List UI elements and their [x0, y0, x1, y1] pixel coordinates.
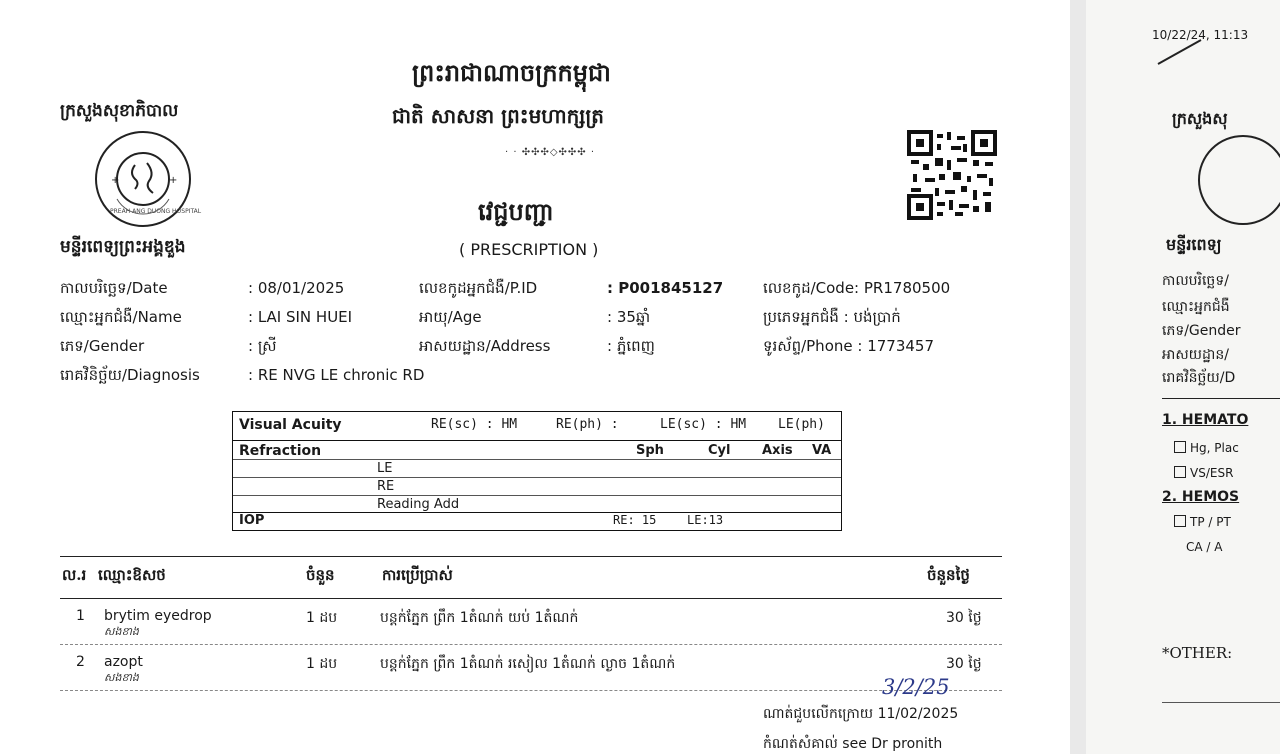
re-ph: RE(ph) : — [556, 417, 619, 432]
motto: ជាតិ សាសនា ព្រះមហាក្សត្រ — [392, 104, 604, 128]
row-divider — [60, 644, 1002, 645]
checklist-item: Hg, Plac — [1174, 440, 1239, 455]
iop-re: RE: 15 — [613, 513, 657, 527]
ornament-divider: · · ✣✣✣◇✣✣✣ · — [505, 147, 596, 158]
table-header-rule — [60, 598, 1002, 599]
lab-request-page — [1086, 0, 1280, 754]
refraction-label: Refraction — [239, 443, 322, 459]
hospital-name: មន្ទីរពេទ្យព្រះអង្គឌួង — [60, 237, 186, 257]
divider — [233, 512, 841, 513]
sph-header: Sph — [636, 443, 664, 458]
hospital-name: មន្ទីរពេទ្យ — [1166, 235, 1222, 254]
medicine-qty: 1 ដប — [306, 656, 338, 672]
date-label: កាលបរិច្ឆេទ/Date — [60, 279, 168, 297]
info-line: កាលបរិច្ឆេទ/ — [1162, 273, 1229, 289]
svg-text:+: + — [111, 175, 120, 186]
age-value: : 35ឆ្នាំ — [607, 308, 651, 326]
info-line: អាសយដ្ឋាន/ — [1162, 347, 1229, 363]
col-usage-header: ការប្រើប្រាស់ — [382, 566, 453, 584]
document-title-en: ( PRESCRIPTION ) — [459, 240, 599, 259]
row-number: 1 — [76, 608, 85, 624]
medicine-days: 30 ថ្ងៃ — [946, 610, 982, 626]
reading-add-label: Reading Add — [377, 497, 460, 512]
pen-stroke-icon — [1156, 36, 1206, 66]
document-title-kh: វេជ្ជបញ្ជា — [478, 197, 554, 226]
re-row-label: RE — [377, 479, 395, 494]
diagnosis-value: : RE NVG LE chronic RD — [248, 366, 425, 384]
checkbox-icon — [1174, 441, 1186, 453]
gender-label: ភេទ/Gender — [60, 337, 145, 355]
svg-text:+: + — [169, 175, 178, 186]
table-top-rule — [60, 556, 1002, 557]
checklist-item: CA / A — [1186, 540, 1223, 554]
patient-type-label: ប្រភេទអ្នកជំងឺ : បង់ប្រាក់ — [763, 308, 901, 326]
page-gap — [1070, 0, 1086, 754]
kingdom-title: ព្រះរាជាណាចក្រកម្ពុជា — [412, 58, 611, 87]
le-ph: LE(ph) — [778, 417, 825, 432]
ministry-name: ក្រសួងសុ — [1172, 109, 1228, 128]
vision-table — [232, 411, 842, 531]
next-visit: ណាត់ជួបលើកក្រោយ 11/02/2025 — [763, 706, 959, 722]
info-line: ភេទ/Gender — [1162, 323, 1241, 339]
table-bottom-rule — [60, 690, 1002, 691]
re-sc: RE(sc) : HM — [431, 417, 518, 432]
pid-label: លេខកូដអ្នកជំងឺ/P.ID — [419, 279, 538, 297]
code-label: លេខកូដ/Code: PR1780500 — [763, 279, 951, 297]
axis-header: Axis — [762, 443, 793, 458]
date-value: : 08/01/2025 — [248, 279, 345, 297]
qr-code — [907, 130, 997, 220]
ministry-name: ក្រសួងសុខាភិបាល — [60, 101, 179, 121]
medicine-side: សងខាង — [104, 671, 139, 684]
checkbox-icon — [1174, 466, 1186, 478]
other-label: *OTHER: — [1162, 644, 1233, 662]
checkbox-icon — [1174, 515, 1186, 527]
medicine-usage: បន្តក់ភ្នែក ព្រឹក 1តំណក់ យប់ 1តំណក់ — [380, 610, 579, 626]
checklist-item: VS/ESR — [1174, 465, 1233, 480]
medicine-name: azopt — [104, 654, 143, 670]
section-hemostasis: 2. HEMOS — [1162, 489, 1240, 505]
address-value: : ភ្នំពេញ — [607, 337, 655, 355]
divider — [1162, 702, 1280, 703]
name-label: ឈ្មោះអ្នកជំងឺ/Name — [60, 308, 182, 326]
info-line: រោគវិនិច្ឆ័យ/D — [1162, 370, 1236, 386]
diagnosis-label: រោគវិនិច្ឆ័យ/Diagnosis — [60, 366, 200, 384]
timestamp: 10/22/24, 11:13 — [1152, 28, 1249, 42]
le-sc: LE(sc) : HM — [660, 417, 747, 432]
age-label: អាយុ/Age — [419, 308, 482, 326]
iop-le: LE:13 — [687, 513, 724, 527]
divider — [233, 477, 841, 478]
info-line: ឈ្មោះអ្នកជំងឺ — [1162, 299, 1230, 315]
logo-caption: PREAH ANG DUONG HOSPITAL — [110, 208, 202, 215]
divider — [1162, 398, 1280, 399]
medicine-qty: 1 ដប — [306, 610, 338, 626]
iop-label: IOP — [239, 513, 265, 528]
divider — [233, 440, 841, 441]
pid-value: : P001845127 — [607, 279, 724, 297]
section-hematology: 1. HEMATO — [1162, 412, 1249, 428]
col-days-header: ចំនួនថ្ងៃ — [927, 566, 970, 584]
row-number: 2 — [76, 654, 85, 670]
col-no-header: ល.រ — [62, 566, 87, 584]
name-value: : LAI SIN HUEI — [248, 308, 353, 326]
medicine-usage: បន្តក់ភ្នែក ព្រឹក 1តំណក់ រសៀល 1តំណក់ ល្ងាច 1តំណក់ — [380, 656, 676, 672]
note: កំណត់សំគាល់ see Dr pronith — [763, 736, 943, 752]
va-header: VA — [812, 443, 832, 458]
checklist-item: TP / PT — [1174, 514, 1231, 529]
cyl-header: Cyl — [708, 443, 731, 458]
address-label: អាសយដ្ឋាន/Address — [419, 337, 551, 355]
col-name-header: ឈ្មោះឱសថ — [98, 566, 166, 584]
medicine-name: brytim eyedrop — [104, 608, 212, 624]
phone-label: ទូរស័ព្ទ/Phone : 1773457 — [763, 337, 934, 355]
handwritten-date: 3/2/25 — [882, 675, 950, 699]
col-qty-header: ចំនួន — [306, 566, 335, 584]
gender-value: : ស្រី — [248, 337, 277, 355]
hospital-logo-icon — [1198, 135, 1280, 225]
divider — [233, 459, 841, 460]
qr-code-icon — [907, 130, 997, 220]
medicine-side: សងខាង — [104, 625, 139, 638]
va-label: Visual Acuity — [239, 417, 342, 433]
medicine-days: 30 ថ្ងៃ — [946, 656, 982, 672]
le-row-label: LE — [377, 461, 393, 476]
divider — [233, 495, 841, 496]
